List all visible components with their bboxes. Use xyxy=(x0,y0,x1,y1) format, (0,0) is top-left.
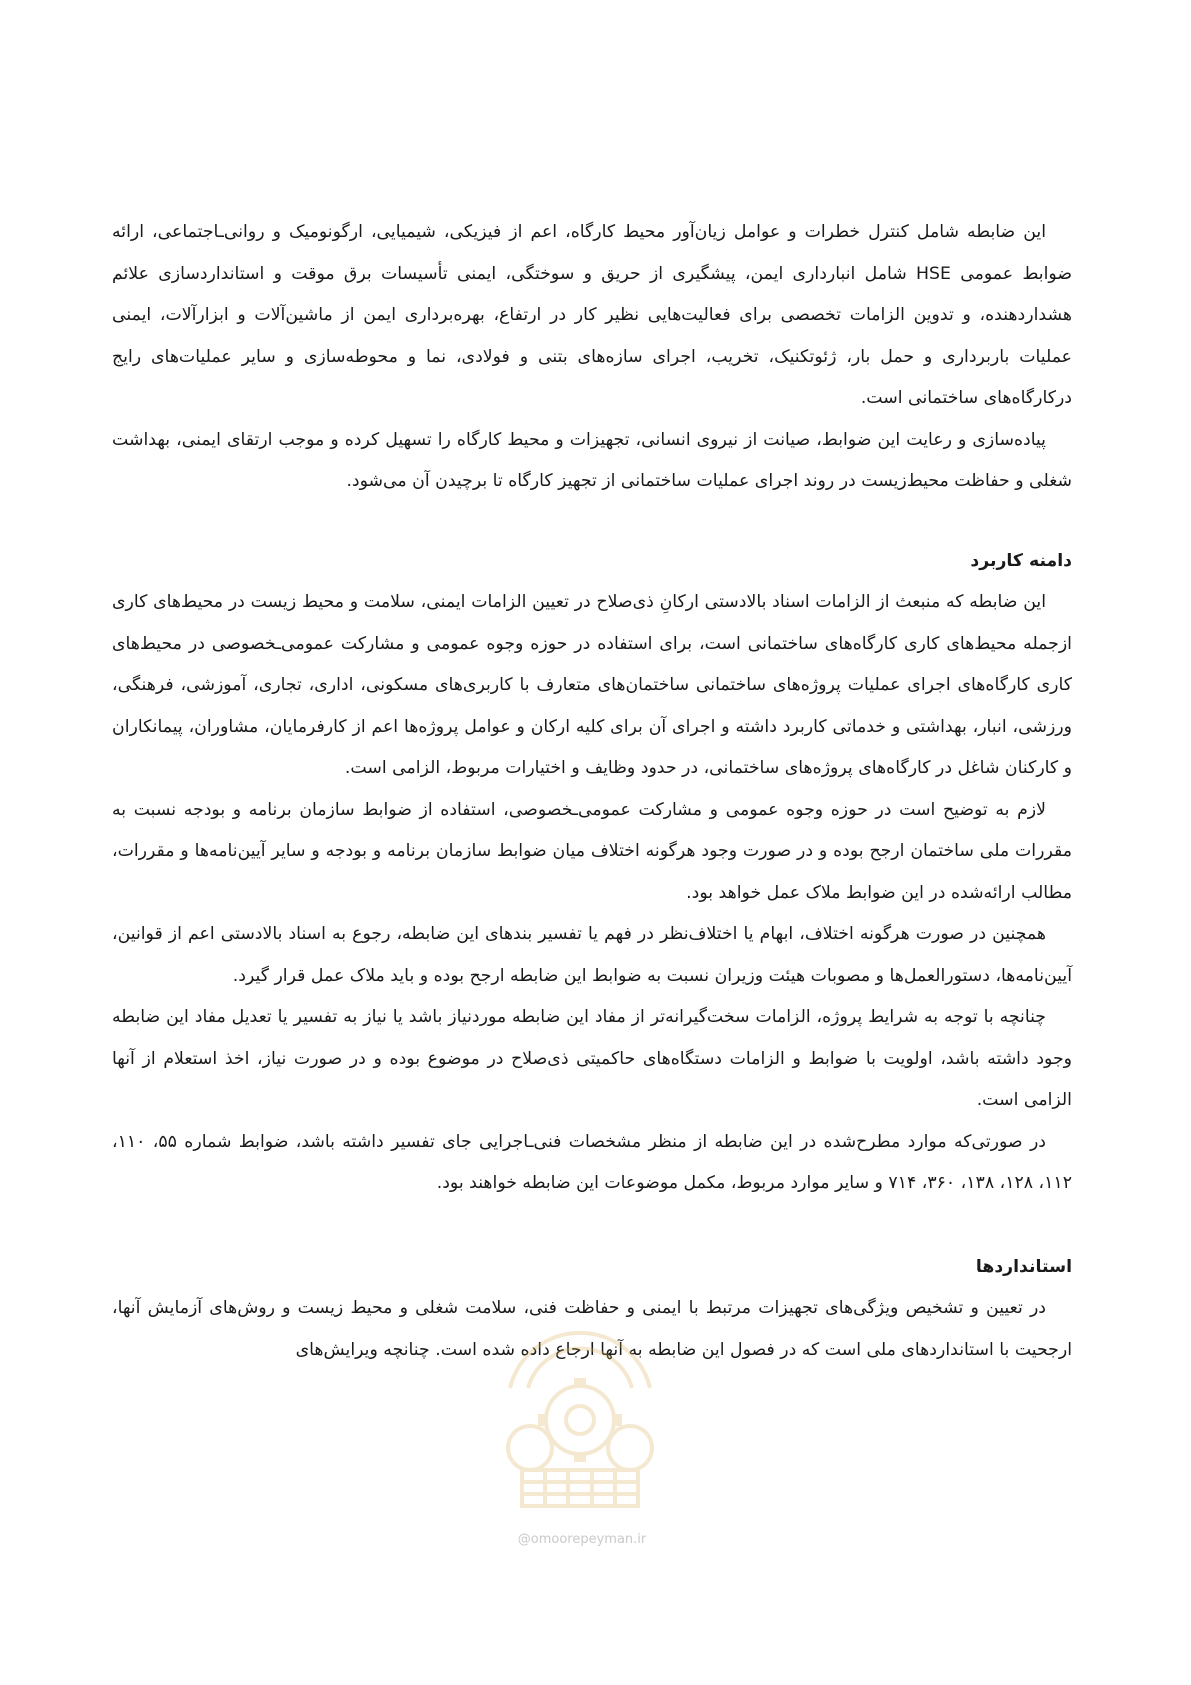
scope-heading: دامنه کاربرد xyxy=(970,550,1072,571)
standards-section xyxy=(112,1247,1072,1372)
watermark-handle: @omoorepeyman.ir xyxy=(517,1532,647,1547)
intro-section xyxy=(112,212,1072,503)
scope-paragraph-2: لازم به توضیح است در حوزه وجوه عمومی و مشارکت عمومی‌ـخصوصی، استفاده از ضوابط سازمان برنامه و بودجه نسبت به مقررات ملی ساختمان ارجح بوده و در صورت وجود هرگونه اختلاف میان ضوابط سازمان برنامه و بودجه و سایر آیین‌نامه‌ها و مقررات، مطالب ارائه‌شده در این ضوابط ملاک عمل خواهد بود. xyxy=(112,799,1072,903)
intro-paragraph-1: این ضابطه شامل کنترل خطرات و عوامل زیان‌آور محیط کارگاه، اعم از فیزیکی، شیمیایی، ارگونومیک و روانی‌ـاجتماعی، ارائه ضوابط عمومی HSE شامل انبارداری ایمن، پیشگیری از حریق و سوختگی، ایمنی تأسیسات برق موقت و استانداردسازی علائم هشداردهنده، و تدوین الزامات تخصصی برای فعالیت‌هایی نظیر کار در ارتفاع، بهره‌برداری ایمن از ماشین‌آلات و ابزارآلات، ایمنی عملیات باربرداری و حمل بار، ژئوتکنیک، تخریب، اجرای سازه‌های بتنی و فولادی، نما و محوطه‌سازی و سایر عملیات‌های رایج درکارگاه‌های ساختمانی است. xyxy=(112,222,1072,408)
intro-paragraph-2: پیاده‌سازی و رعایت این ضوابط، صیانت از نیروی انسانی، تجهیزات و محیط کارگاه را تسهیل کرده و موجب ارتقای ایمنی، بهداشت شغلی و حفاظت محیط‌زیست در روند اجرای عملیات ساختمانی از تجهیز کارگاه تا برچیدن آن می‌شود. xyxy=(112,429,1072,491)
standards-paragraph-1: در تعیین و تشخیص ویژگی‌های تجهیزات مرتبط با ایمنی و حفاظت فنی، سلامت شغلی و محیط زیست و روش‌های آزمایش آنها، ارجحیت با استانداردهای ملی است که در فصول این ضابطه به آنها ارجاع داده شده است. چنانچه ویرایش‌های xyxy=(112,1298,1072,1360)
scope-paragraph-4: چنانچه با توجه به شرایط پروژه، الزامات سخت‌گیرانه‌تر از مفاد این ضابطه موردنیاز باشد یا نیاز به تفسیر یا تعدیل مفاد این ضابطه وجود داشته باشد، اولویت با ضوابط و الزامات دستگاه‌های حاکمیتی ذی‌صلاح در موضوع بوده و در صورت نیاز، اخذ استعلام از آنها الزامی است. xyxy=(112,1007,1072,1110)
scope-paragraph-5: در صورتی‌که موارد مطرح‌شده در این ضابطه از منظر مشخصات فنی‌ـاجرایی جای تفسیر داشته باشد، ضوابط شماره ۵۵، ۱۱۰، ۱۱۲، ۱۲۸، ۱۳۸، ۳۶۰، ۷۱۴ و سایر موارد مربوط، مکمل موضوعات این ضابطه خواهند بود. xyxy=(112,1131,1072,1193)
document-page xyxy=(112,212,1072,1371)
standards-heading: استانداردها xyxy=(975,1256,1072,1277)
scope-section xyxy=(112,541,1072,1205)
scope-paragraph-1: این ضابطه که منبعث از الزامات اسناد بالادستی ارکانِ ذی‌صلاح در تعیین الزامات ایمنی، سلامت و محیط زیست در محیط‌های کاری ازجمله محیط‌های کاری کارگاه‌های ساختمانی است، برای استفاده در حوزه وجوه عمومی و مشارکت عمومی‌ـخصوصی در محیط‌های کاری کارگاه‌های اجرای عملیات پروژه‌های ساختمانی ساختمان‌های متعارف با کاربری‌های مسکونی، اداری، تجاری، آموزشی، فرهنگی، ورزشی، انبار، بهداشتی و خدماتی کاربرد داشته و اجرای آن برای کلیه ارکان و عوامل پروژه‌ها اعم از کارفرمایان، مشاوران، پیمانکاران و کارکنان شاغل در کارگاه‌های پروژه‌های ساختمانی، در حدود وظایف و اختیارات مربوط، الزامی است. xyxy=(112,592,1072,778)
scope-paragraph-3: همچنین در صورت هرگونه اختلاف، ابهام یا اختلاف‌نظر در فهم یا تفسیر بندهای این ضابطه، رجوع به اسناد بالادستی اعم از قوانین، آیین‌نامه‌ها، دستورالعمل‌ها و مصوبات هیئت وزیران نسبت به ضوابط این ضابطه ارجح بوده و باید ملاک عمل قرار گیرد. xyxy=(112,924,1072,986)
